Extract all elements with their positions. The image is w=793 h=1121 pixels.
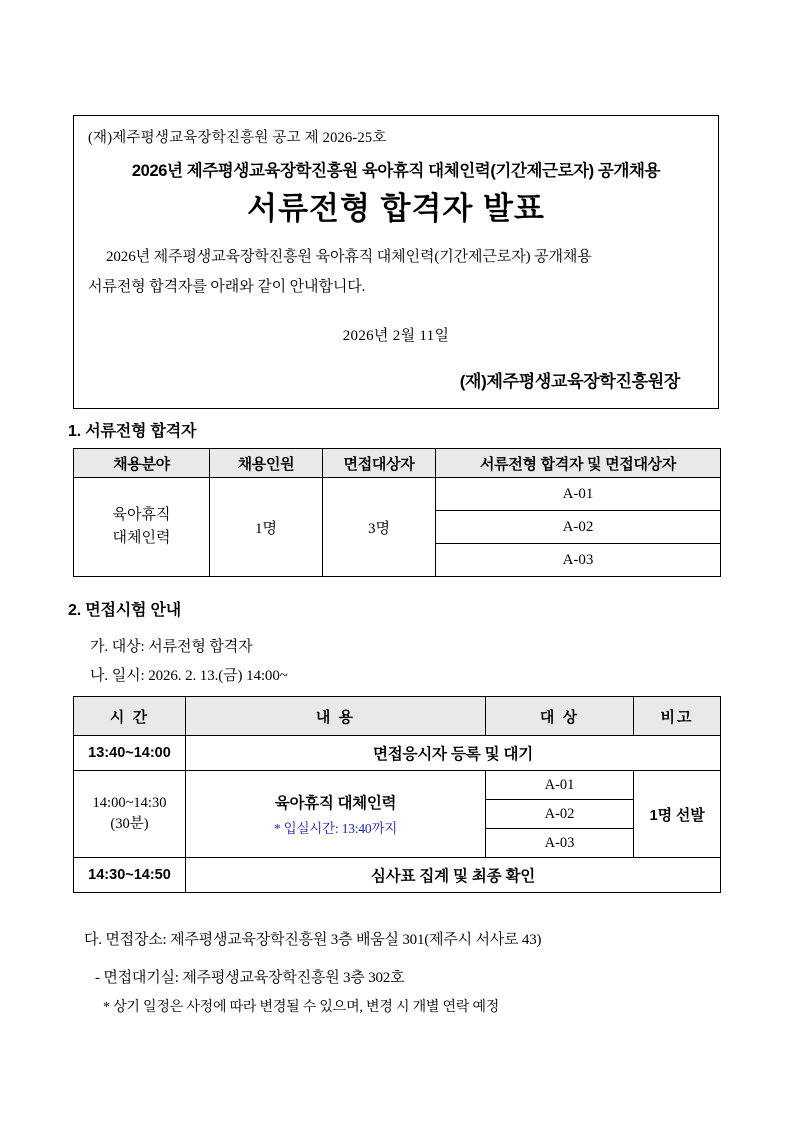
notice-number: (재)제주평생교육장학진흥원 공고 제 2026-25호	[88, 130, 387, 146]
table-row	[74, 771, 721, 800]
col-header-field: 채용분야	[74, 449, 210, 478]
cell-time-3: 14:30~14:50	[74, 858, 186, 893]
cell-time-2-line-2: (30분)	[110, 816, 149, 832]
cell-passer-2: A-02	[436, 511, 721, 544]
passers-table	[73, 448, 721, 577]
section-2-heading: 2. 면접시험 안내	[68, 602, 181, 619]
cell-content-2-note: * 입실시간: 13:40까지	[273, 821, 398, 836]
footer-line-2: - 면접대기실: 제주평생교육장학진흥원 3층 302호	[95, 970, 405, 986]
col-header-target: 대 상	[486, 697, 634, 736]
cell-target-1: A-01	[486, 771, 634, 800]
footer-line-3: * 상기 일정은 사정에 따라 변경될 수 있으며, 변경 시 개별 연락 예정	[103, 1000, 500, 1015]
table-header-row	[74, 449, 721, 478]
cell-target-3: A-03	[486, 829, 634, 858]
section-2-line-b: 나. 일시: 2026. 2. 13.(금) 14:00~	[90, 668, 288, 684]
cell-time-2-line-1: 14:00~14:30	[92, 795, 167, 811]
cell-interviewees: 3명	[323, 478, 436, 577]
col-header-headcount: 채용인원	[210, 449, 323, 478]
interview-schedule-table	[73, 696, 721, 893]
cell-remark-2: 1명 선발	[634, 771, 721, 858]
cell-headcount: 1명	[210, 478, 323, 577]
table-header-row	[74, 697, 721, 736]
notice-subtitle: 2026년 제주평생교육장학진흥원 육아휴직 대체인력(기간제근로자) 공개채용	[131, 162, 661, 180]
cell-field-line-2: 대체인력	[112, 530, 171, 546]
cell-content-2-main: 육아휴직 대체인력	[274, 795, 397, 812]
notice-date: 2026년 2월 11일	[342, 328, 450, 344]
notice-header-box	[73, 115, 719, 409]
page-title: 서류전형 합격자 발표	[247, 191, 545, 226]
cell-time-2	[74, 771, 186, 858]
table-row	[74, 736, 721, 771]
cell-target-2: A-02	[486, 800, 634, 829]
cell-content-2	[186, 771, 486, 858]
cell-content-1: 면접응시자 등록 및 대기	[186, 736, 721, 771]
footer-line-1: 다. 면접장소: 제주평생교육장학진흥원 3층 배움실 301(제주시 서사로 43)	[84, 932, 542, 948]
cell-time-1: 13:40~14:00	[74, 736, 186, 771]
cell-passer-3: A-03	[436, 544, 721, 577]
col-header-interviewees: 면접대상자	[323, 449, 436, 478]
cell-passer-1: A-01	[436, 478, 721, 511]
cell-field	[74, 478, 210, 577]
col-header-time: 시 간	[74, 697, 186, 736]
col-header-remark: 비고	[634, 697, 721, 736]
cell-content-3: 심사표 집계 및 최종 확인	[186, 858, 721, 893]
cell-field-line-1: 육아휴직	[112, 507, 171, 523]
col-header-content: 내 용	[186, 697, 486, 736]
col-header-passers: 서류전형 합격자 및 면접대상자	[436, 449, 721, 478]
notice-body-line-2: 서류전형 합격자를 아래와 같이 안내합니다.	[88, 279, 366, 295]
section-2-line-a: 가. 대상: 서류전형 합격자	[90, 639, 253, 655]
notice-signer: (재)제주평생교육장학진흥원장	[459, 372, 680, 391]
table-row	[74, 478, 721, 511]
notice-body-line-1: 2026년 제주평생교육장학진흥원 육아휴직 대체인력(기간제근로자) 공개채용	[106, 249, 592, 265]
section-1-heading: 1. 서류전형 합격자	[68, 423, 197, 440]
table-row	[74, 858, 721, 893]
